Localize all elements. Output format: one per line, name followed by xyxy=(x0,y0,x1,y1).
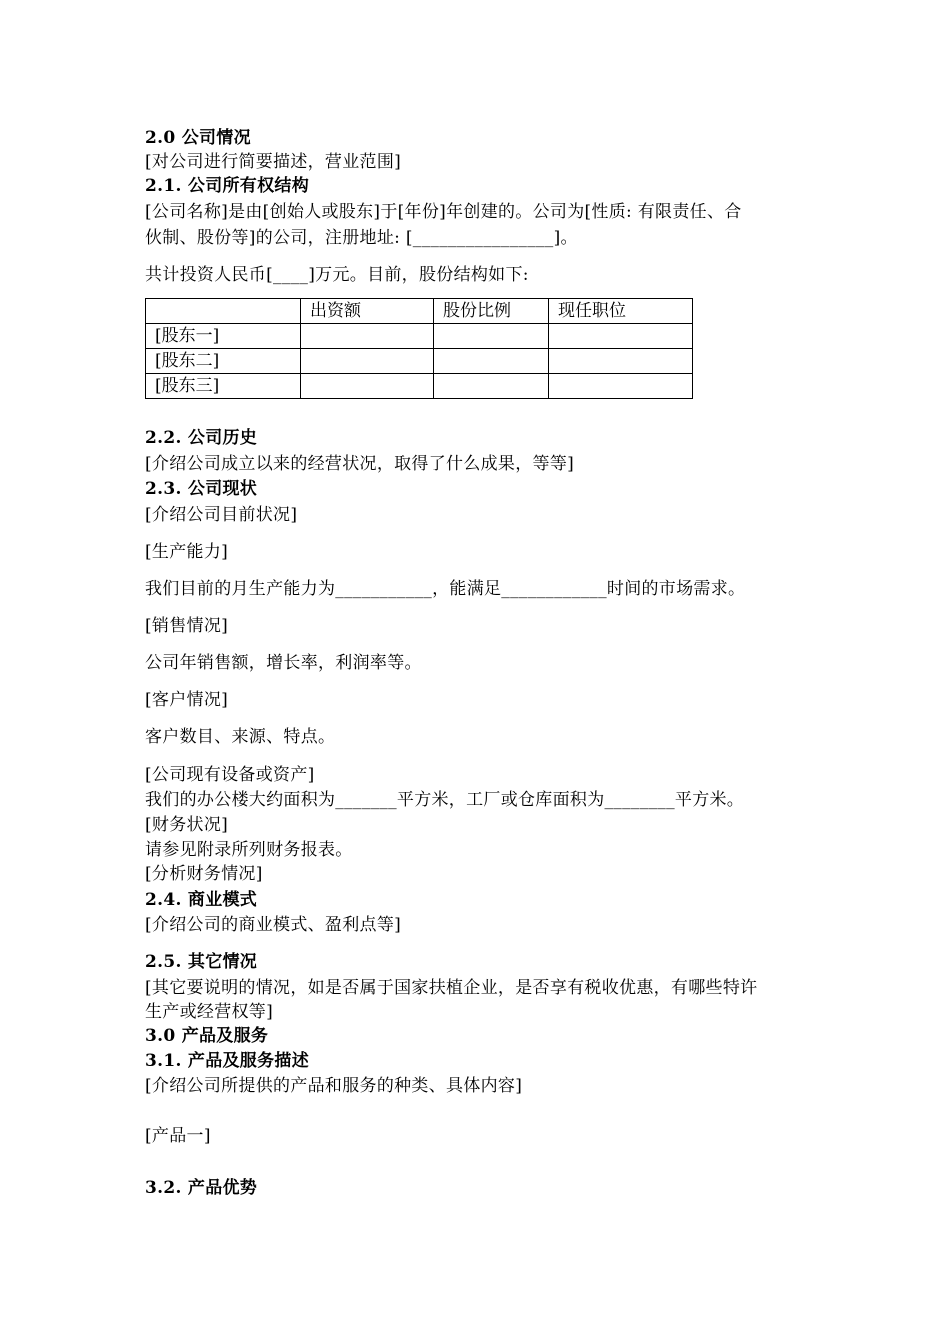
table-cell xyxy=(301,374,434,399)
table-cell: [股东二] xyxy=(146,349,301,374)
heading-2-3: 2.3. 公司现状 xyxy=(145,479,258,499)
table-header-cell: 股份比例 xyxy=(434,299,549,324)
table-cell xyxy=(549,324,693,349)
product-one-label: [产品一] xyxy=(145,1126,211,1146)
subheading-sales: [销售情况] xyxy=(145,616,229,636)
table-row xyxy=(146,374,693,399)
heading-2-0: 2.0 公司情况 xyxy=(145,128,251,148)
paragraph-2-0: [对公司进行简要描述，营业范围] xyxy=(145,152,402,172)
paragraph-2-3: [介绍公司目前状况] xyxy=(145,505,298,525)
subheading-analysis: [分析财务情况] xyxy=(145,864,263,884)
heading-2-2: 2.2. 公司历史 xyxy=(145,428,258,448)
paragraph-finance: 请参见附录所列财务报表。 xyxy=(145,840,353,860)
subheading-finance: [财务状况] xyxy=(145,815,229,835)
table-cell xyxy=(434,374,549,399)
heading-3-1: 3.1. 产品及服务描述 xyxy=(145,1051,310,1071)
paragraph-2-5-line-1: [其它要说明的情况，如是否属于国家扶植企业，是否享有税收优惠，有哪些特许 xyxy=(145,978,758,998)
subheading-capacity: [生产能力] xyxy=(145,542,229,562)
table-cell xyxy=(301,324,434,349)
paragraph-2-4: [介绍公司的商业模式、盈利点等] xyxy=(145,915,402,935)
table-cell xyxy=(434,324,549,349)
table-header-cell xyxy=(146,299,301,324)
table-row xyxy=(146,324,693,349)
table-header-row xyxy=(146,299,693,324)
share-structure-table xyxy=(145,298,693,399)
heading-2-1: 2.1. 公司所有权结构 xyxy=(145,176,310,196)
table-cell xyxy=(301,349,434,374)
table-cell xyxy=(549,349,693,374)
paragraph-capacity: 我们目前的月生产能力为___________，能满足____________时间的市场需求。 xyxy=(145,579,746,599)
table-row xyxy=(146,349,693,374)
table-header-cell: 出资额 xyxy=(301,299,434,324)
heading-3-0: 3.0 产品及服务 xyxy=(145,1026,269,1046)
paragraph-2-5-line-2: 生产或经营权等] xyxy=(145,1002,274,1022)
heading-3-2: 3.2. 产品优势 xyxy=(145,1178,258,1198)
paragraph-assets: 我们的办公楼大约面积为_______平方米，工厂或仓库面积为________平方米。 xyxy=(145,790,745,810)
paragraph-customers: 客户数目、来源、特点。 xyxy=(145,727,336,747)
paragraph-2-1-line-2: 伙制、股份等]的公司，注册地址: [________________]。 xyxy=(145,228,578,248)
paragraph-2-1-line-1: [公司名称]是由[创始人或股东]于[年份]年创建的。公司为[性质: 有限责任、合 xyxy=(145,202,742,222)
subheading-assets: [公司现有设备或资产] xyxy=(145,765,315,785)
heading-2-4: 2.4. 商业模式 xyxy=(145,890,258,910)
paragraph-sales: 公司年销售额，增长率，利润率等。 xyxy=(145,653,422,673)
paragraph-2-1-line-3: 共计投资人民币[____]万元。目前，股份结构如下: xyxy=(145,265,529,285)
table-header-cell: 现任职位 xyxy=(549,299,693,324)
subheading-customers: [客户情况] xyxy=(145,690,229,710)
table-cell xyxy=(549,374,693,399)
paragraph-3-1: [介绍公司所提供的产品和服务的种类、具体内容] xyxy=(145,1076,523,1096)
heading-2-5: 2.5. 其它情况 xyxy=(145,952,258,972)
table-cell xyxy=(434,349,549,374)
table-cell: [股东三] xyxy=(146,374,301,399)
paragraph-2-2: [介绍公司成立以来的经营状况，取得了什么成果，等等] xyxy=(145,454,575,474)
table-cell: [股东一] xyxy=(146,324,301,349)
